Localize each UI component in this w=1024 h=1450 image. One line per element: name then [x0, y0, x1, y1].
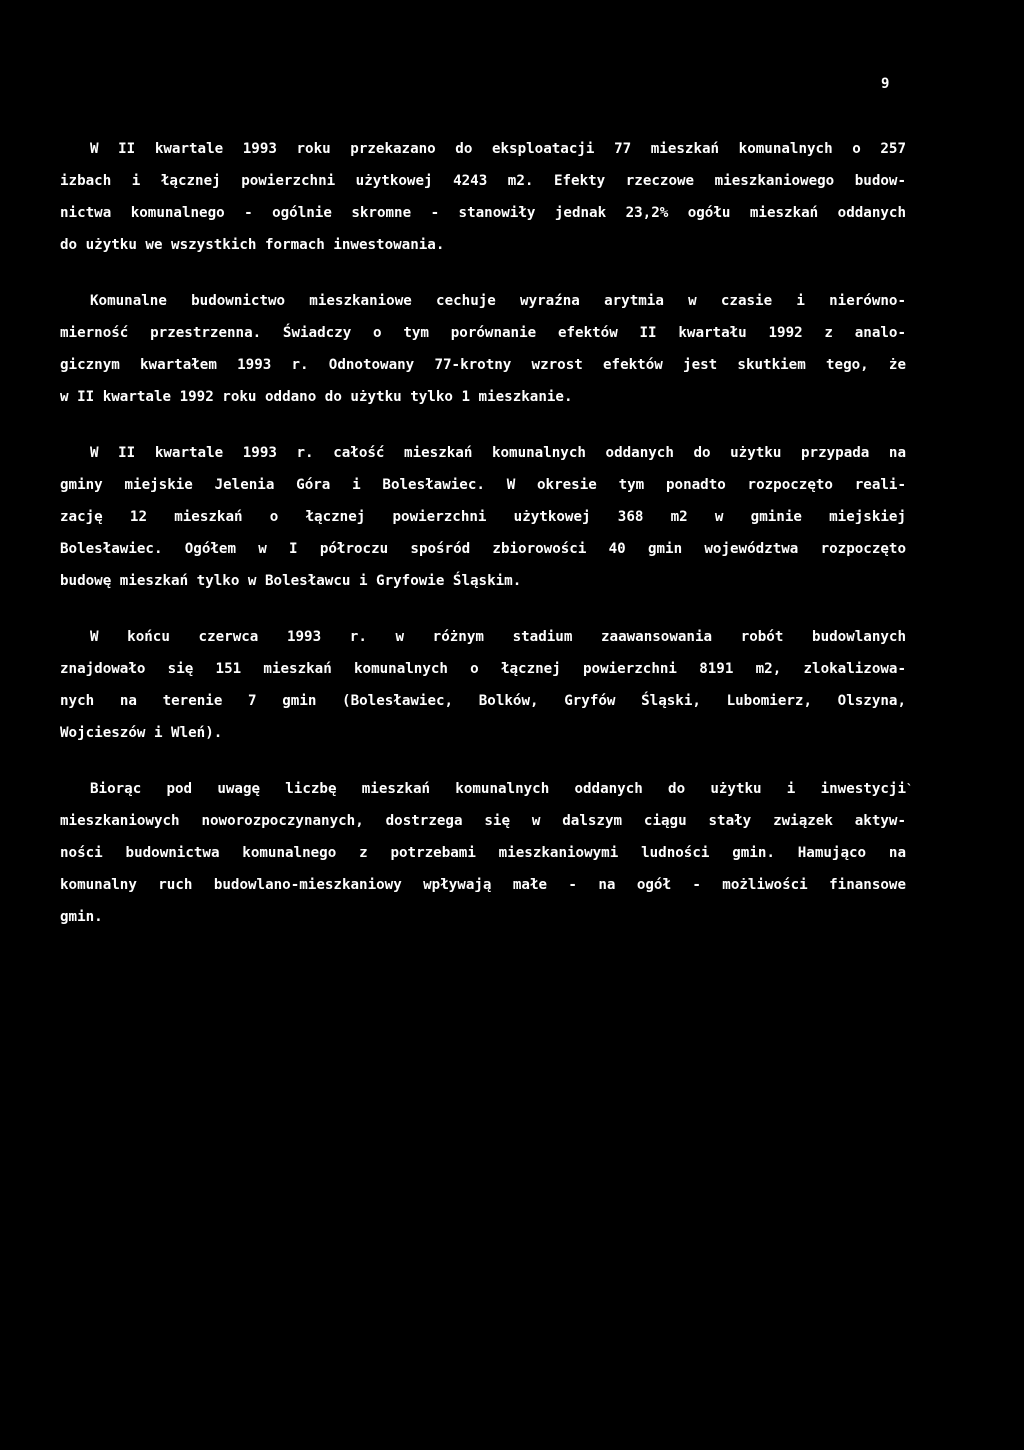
text-line: nych na terenie 7 gmin (Bolesławiec, Bolków, Gryfów Śląski, Lubomierz, Olszyna, — [60, 693, 906, 709]
text-line: nictwa komunalnego - ogólnie skromne - stanowiły jednak 23,2% ogółu mieszkań oddanych — [60, 205, 906, 221]
text-line: gminy miejskie Jelenia Góra i Bolesławiec. W okresie tym ponadto rozpoczęto reali- — [60, 477, 906, 493]
text-line: izbach i łącznej powierzchni użytkowej 4243 m2. Efekty rzeczowe mieszkaniowego budow- — [60, 173, 906, 189]
text-line: Komunalne budownictwo mieszkaniowe cechuje wyraźna arytmia w czasie i nierówno- — [90, 293, 906, 309]
text-line: do użytku we wszystkich formach inwestowania. — [60, 237, 445, 253]
text-line: znajdowało się 151 mieszkań komunalnych o łącznej powierzchni 8191 m2, zlokalizowa- — [60, 661, 906, 677]
paragraph-4 — [60, 621, 906, 749]
text-line: Bolesławiec. Ogółem w I półroczu spośród zbiorowości 40 gmin województwa rozpoczęto — [60, 541, 906, 557]
text-line: zację 12 mieszkań o łącznej powierzchni użytkowej 368 m2 w gminie miejskiej — [60, 509, 906, 525]
document-body — [60, 133, 906, 957]
page-number: 9 — [881, 76, 890, 92]
text-line: mierność przestrzenna. Świadczy o tym porównanie efektów II kwartału 1992 z analo- — [60, 325, 906, 341]
text-line: budowę mieszkań tylko w Bolesławcu i Gryfowie Śląskim. — [60, 573, 522, 589]
stray-mark: ` — [906, 782, 914, 796]
paragraph-1 — [60, 133, 906, 261]
text-line: W końcu czerwca 1993 r. w różnym stadium zaawansowania robót budowlanych — [90, 629, 906, 645]
text-line: gmin. — [60, 909, 103, 925]
text-line: ności budownictwa komunalnego z potrzebami mieszkaniowymi ludności gmin. Hamująco na — [60, 845, 906, 861]
text-line: W II kwartale 1993 roku przekazano do eksploatacji 77 mieszkań komunalnych o 257 — [90, 141, 906, 157]
text-line: W II kwartale 1993 r. całość mieszkań komunalnych oddanych do użytku przypada na — [90, 445, 906, 461]
text-line: Wojcieszów i Wleń). — [60, 725, 223, 741]
text-line: w II kwartale 1992 roku oddano do użytku tylko 1 mieszkanie. — [60, 389, 573, 405]
text-line: Biorąc pod uwagę liczbę mieszkań komunalnych oddanych do użytku i inwestycji — [90, 781, 906, 797]
text-line: gicznym kwartałem 1993 r. Odnotowany 77-krotny wzrost efektów jest skutkiem tego, że — [60, 357, 906, 373]
text-line: mieszkaniowych noworozpoczynanych, dostrzega się w dalszym ciągu stały związek aktyw- — [60, 813, 906, 829]
paragraph-5 — [60, 773, 906, 933]
paragraph-2 — [60, 285, 906, 413]
paragraph-3 — [60, 437, 906, 597]
text-line: komunalny ruch budowlano-mieszkaniowy wpływają małe - na ogół - możliwości finansowe — [60, 877, 906, 893]
